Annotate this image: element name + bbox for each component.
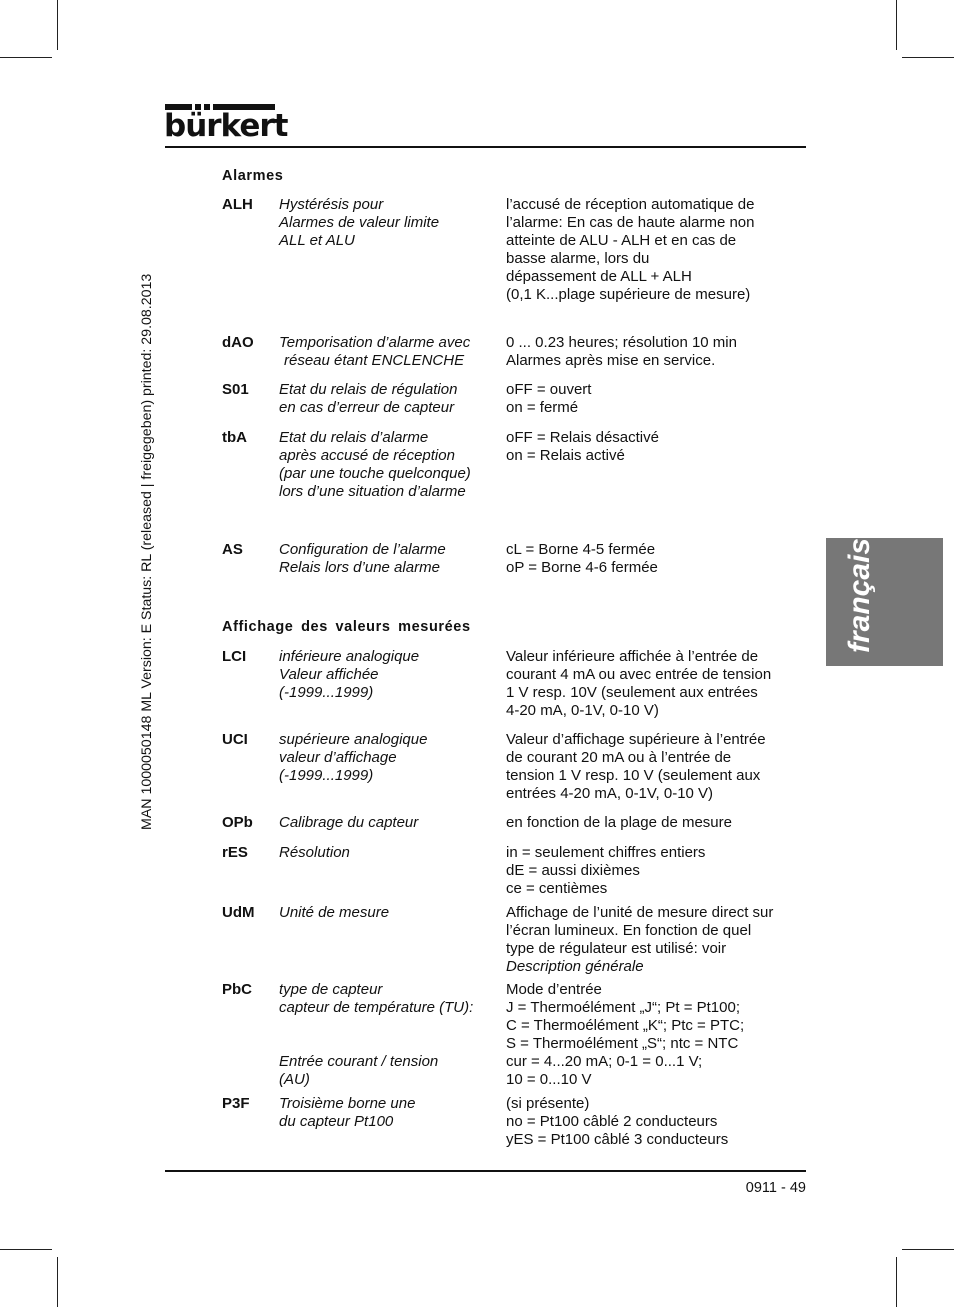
param-code: LCI — [222, 648, 247, 665]
param-value: Mode d’entrée J = Thermoélément „J“; Pt = Pt100; C = Thermoélément „K“; Ptc = PTC; S = Thermoélément „S“; ntc = NTC cur = 4...20 mA; 0-1 = 0...1 V; 10 = 0...10 V — [506, 981, 745, 1088]
param-value: in = seulement chiffres entiers dE = aussi dixièmes ce = centièmes — [506, 844, 706, 897]
param-description: Configuration de l’alarme Relais lors d’une alarme — [279, 541, 446, 576]
param-description: Calibrage du capteur — [279, 814, 419, 831]
param-code: PbC — [222, 981, 252, 998]
param-code: rES — [222, 844, 248, 861]
crop-mark-bottom-left-vertical — [57, 1257, 58, 1307]
param-value: Valeur inférieure affichée à l’entrée de courant 4 mA ou avec entrée de tension 1 V resp. 10V (seulement aux entrées 4-20 mA, 0-1V, 0-10 V) — [506, 648, 772, 719]
crop-mark-bottom-right-horizontal — [902, 1249, 954, 1250]
crop-mark-bottom-left-horizontal — [0, 1249, 52, 1250]
page-number: 0911 - 49 — [745, 1180, 806, 1196]
param-code: tbA — [222, 429, 247, 446]
param-description: Etat du relais d’alarme après accusé de réception (par une touche quelconque) lors d’une situation d’alarme — [279, 429, 471, 500]
document-status-sidetext: MAN 1000050148 ML Version: E Status: RL (released | freigegeben) printed: 29.08.2013 — [139, 273, 155, 830]
language-tab — [826, 538, 943, 666]
param-description: inférieure analogique Valeur affichée (-1999...1999) — [279, 648, 420, 701]
logo-wordmark: bürkert — [164, 108, 288, 144]
crop-mark-top-left-horizontal — [0, 57, 52, 58]
param-description: Unité de mesure — [279, 904, 390, 921]
section-title-display: Affichage des valeurs mesurées — [222, 619, 471, 635]
param-value: 0 ... 0.23 heures; résolution 10 min Alarmes après mise en service. — [506, 334, 737, 369]
param-code: UdM — [222, 904, 255, 921]
section-title-alarms: Alarmes — [222, 168, 284, 184]
param-value: Valeur d’affichage supérieure à l’entrée de courant 20 mA ou à l’entrée de tension 1 V resp. 10 V (seulement aux entrées 4-20 mA, 0-1V, 0-10 V) — [506, 731, 766, 802]
param-value: Affichage de l’unité de mesure direct sur l’écran lumineux. En fonction de quel type de régulateur est utilisé: voir Description générale — [506, 904, 774, 975]
param-description: type de capteur capteur de température (TU): Entrée courant / tension (AU) — [279, 981, 474, 1088]
param-code: OPb — [222, 814, 253, 831]
burkert-logo — [164, 104, 288, 144]
param-code: P3F — [222, 1095, 250, 1112]
param-value: oFF = Relais désactivé on = Relais activé — [506, 429, 659, 464]
param-description: Hystérésis pour Alarmes de valeur limite ALL et ALU — [279, 196, 440, 249]
param-description: Résolution — [279, 844, 350, 861]
param-code: dAO — [222, 334, 254, 351]
param-description: Etat du relais de régulation en cas d’erreur de capteur — [279, 381, 458, 416]
param-value: cL = Borne 4-5 fermée oP = Borne 4-6 fermée — [506, 541, 658, 576]
param-value: l’accusé de réception automatique de l’alarme: En cas de haute alarme non atteinte de ALU - ALH et en cas de basse alarme, lors du dépassement de ALL + ALH (0,1 K...plage supérieure de mesure) — [506, 196, 755, 303]
param-description: supérieure analogique valeur d’affichage (-1999...1999) — [279, 731, 428, 784]
param-code: S01 — [222, 381, 249, 398]
crop-mark-bottom-right-vertical — [896, 1257, 897, 1307]
crop-mark-top-left-vertical — [57, 0, 58, 50]
param-code: UCI — [222, 731, 248, 748]
param-value: (si présente) no = Pt100 câblé 2 conducteurs yES = Pt100 câblé 3 conducteurs — [506, 1095, 729, 1148]
language-tab-label: français — [843, 538, 876, 653]
param-description: Temporisation d’alarme avec réseau étant ENCLENCHE — [279, 334, 471, 369]
header-rule — [165, 146, 806, 148]
param-code: ALH — [222, 196, 253, 213]
param-value: en fonction de la plage de mesure — [506, 814, 732, 831]
crop-mark-top-right-horizontal — [902, 57, 954, 58]
param-description: Troisième borne une du capteur Pt100 — [279, 1095, 416, 1130]
footer-rule — [165, 1170, 806, 1172]
param-code: AS — [222, 541, 243, 558]
crop-mark-top-right-vertical — [896, 0, 897, 50]
param-value: oFF = ouvert on = fermé — [506, 381, 592, 416]
